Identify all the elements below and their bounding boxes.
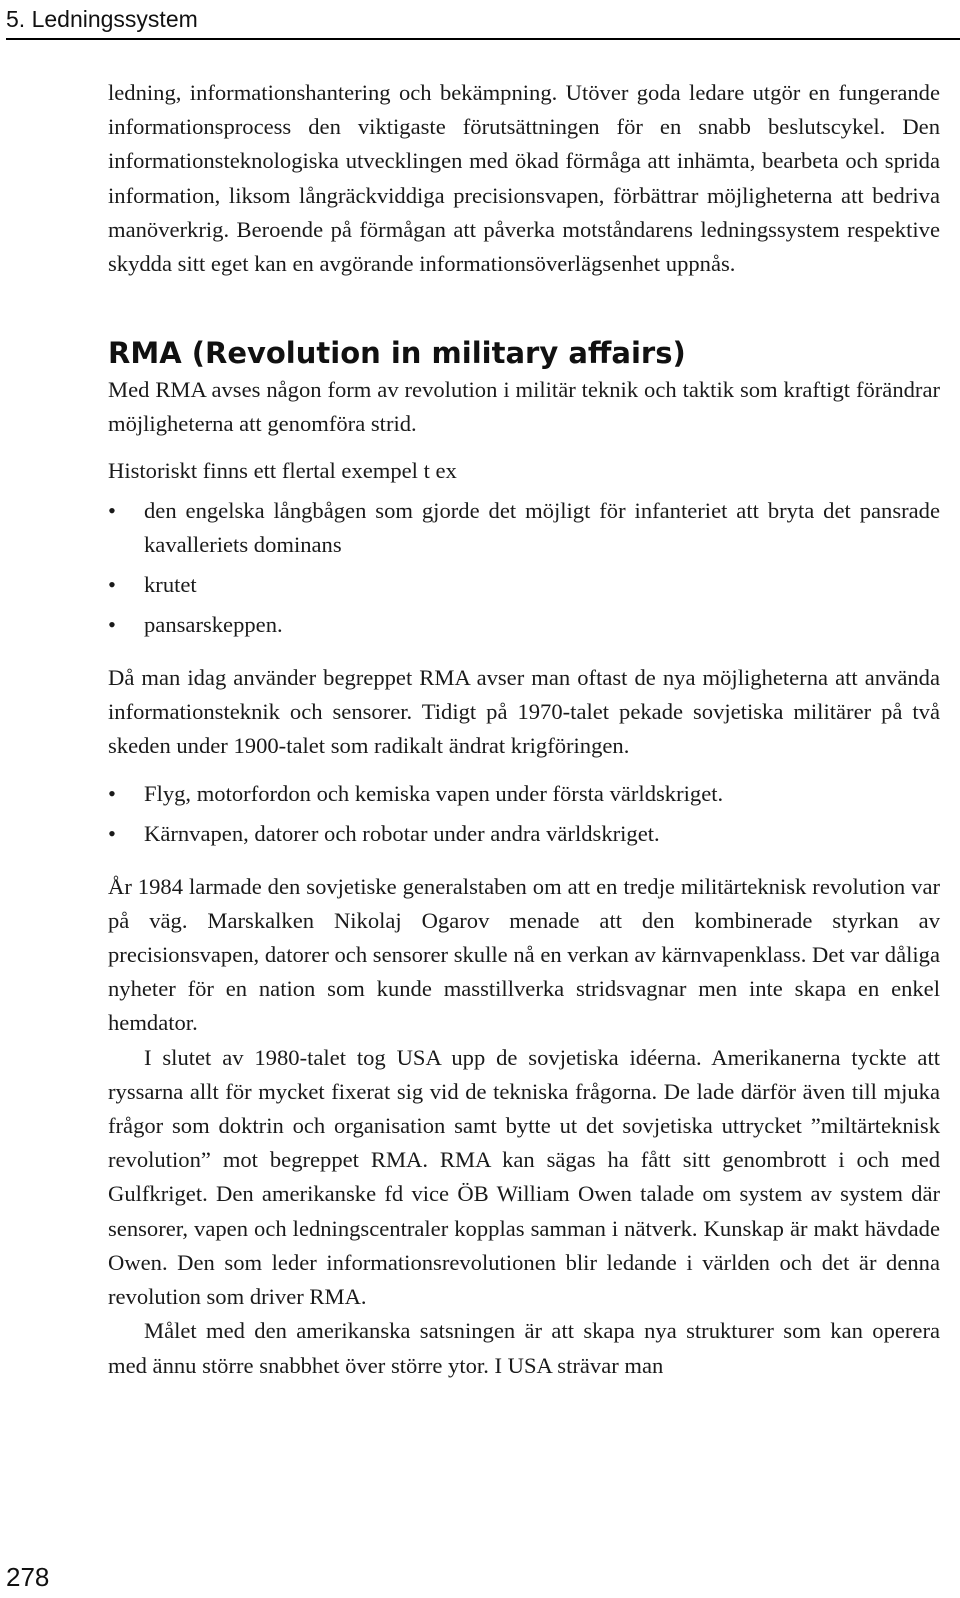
section-heading: RMA (Revolution in military affairs) [108, 336, 686, 371]
list-item [108, 494, 940, 562]
list-item-text: den engelska långbågen som gjorde det möjligt för infanteriet att bryta det pansrade kavalleriets dominans [144, 497, 940, 558]
running-header [6, 4, 960, 40]
paragraph-rma-today: Då man idag använder begreppet RMA avser man oftast de nya möjligheterna att använda informationsteknik och sensorer. Tidigt på 1970-talet pekade sovjetiska militärer på två skeden under 1900-talet som radikalt ändrat krigföringen. [108, 664, 940, 759]
chapter-title: 5. Ledningssystem [6, 6, 198, 32]
paragraph-usa-1980s: I slutet av 1980-talet tog USA upp de sovjetiska idéerna. Amerikanerna tyckte att ryssarna allt för mycket fixerat sig vid de tekniska frågorna. De lade därför även till mjuka frågor som doktrin och organisation samt bytte ut det sovjetiska uttrycket ”miltärteknisk revolution” mot begreppet RMA. RMA kan sägas ha fått sitt genombrott i och med Gulfkriget. Den amerikanske fd vice ÖB William Owen talade om system av system där sensorer, vapen och ledningscentraler kopplas samman i nätverk. Kunskap är makt hävdade Owen. Den som leder informationsrevolutionen blir ledande i världen och det är denna revolution som driver RMA. [108, 1044, 940, 1310]
paragraph-definition: Med RMA avses någon form av revolution i militär teknik och taktik som kraftigt förändrar möjligheterna att genomföra strid. [108, 377, 940, 437]
list-item [108, 777, 940, 811]
bullet-list-soviet-stages [108, 777, 940, 851]
list-item-text: krutet [144, 572, 197, 598]
bullet-icon: • [108, 572, 116, 598]
bullet-icon: • [108, 612, 116, 638]
bullet-icon: • [108, 821, 116, 847]
page-number: 278 [6, 1562, 50, 1592]
list-item [108, 817, 940, 851]
paragraph-goal: Målet med den amerikanska satsningen är att skapa nya strukturer som kan operera med ännu större snabbhet över större ytor. I USA strävar man [108, 1318, 940, 1378]
list-item-text: Flyg, motorfordon och kemiska vapen under första världskriget. [144, 781, 724, 807]
bullet-icon: • [108, 781, 116, 807]
paragraph-1984: År 1984 larmade den sovjetiske generalstaben om att en tredje militärteknisk revolution var på väg. Marskalken Nikolaj Ogarov menade att den kombinerade styrkan av precisionsvapen, datorer och sensorer skulle nå en verkan av kärnvapenklass. Det var dåliga nyheter för en nation som kunde masstillverka stridsvagnar men inte skapa en enkel hemdator. [108, 873, 940, 1036]
list-item [108, 568, 940, 602]
bullet-icon: • [108, 497, 116, 523]
list-item-text: Kärnvapen, datorer och robotar under andra världskriget. [144, 821, 660, 847]
paragraph-intro: ledning, informationshantering och bekämpning. Utöver goda ledare utgör en fungerande informationsprocess den viktigaste förutsättningen för en snabb beslutscykel. Den informationsteknologiska utvecklingen med ökad förmåga att inhämta, bearbeta och sprida information, liksom långräckviddiga precisionsvapen, förbättrar möjligheterna att bedriva manöverkrig. Beroende på förmågan att påverka motståndarens ledningssystem respektive skydda sitt eget kan en avgörande informationsöverlägsenhet uppnås. [108, 80, 940, 277]
bullet-list-historical-examples [108, 494, 940, 643]
paragraph-examples-intro: Historiskt finns ett flertal exempel t ex [108, 457, 457, 483]
page-body [108, 76, 940, 1383]
list-item-text: pansarskeppen. [144, 612, 283, 638]
list-item [108, 608, 940, 642]
